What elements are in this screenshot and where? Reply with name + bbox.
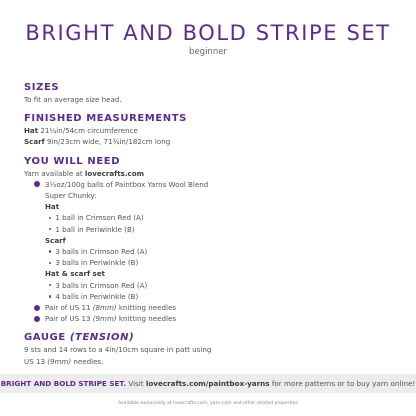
hat-label: Hat — [24, 126, 39, 136]
list-item — [24, 212, 394, 223]
list-item-text: 3 balls in Crimson Red (A) — [55, 247, 148, 257]
gauge-line-1: 9 sts and 14 rows to a 4in/10cm square in patt using — [24, 345, 212, 355]
sizes-text: To fit an average size head. — [24, 95, 122, 104]
mini-bullet-icon — [49, 262, 51, 264]
list-item — [24, 280, 394, 291]
scarf-label: Scarf — [24, 137, 45, 147]
yarn-availability — [24, 168, 394, 179]
list-item — [24, 291, 394, 302]
list-item-text: 3 balls in Crimson Red (A) — [55, 280, 148, 290]
bullet-dot-icon — [34, 316, 40, 322]
list-item — [24, 246, 394, 257]
bullet-dot-icon — [34, 181, 40, 187]
yarn-site-link[interactable]: lovecrafts.com — [84, 168, 145, 178]
list-item — [24, 257, 394, 268]
banner-visit: Visit — [125, 379, 146, 388]
gauge-line-2-pre: US 13 — [24, 356, 48, 366]
list-item — [24, 224, 394, 235]
list-item-text: 1 ball in Periwinkle (B) — [55, 224, 135, 234]
list-item-text: 3 balls in Periwinkle (B) — [55, 258, 139, 268]
yarn-prefix: Yarn available at — [24, 168, 85, 178]
mini-bullet-icon — [49, 250, 51, 252]
gauge-heading-italic: (TENSION) — [69, 332, 135, 344]
gauge-line-2-post: needles. — [71, 356, 104, 366]
hat-measurement-text: 21¼in/54cm circumference — [38, 126, 138, 136]
needles-1-text — [45, 302, 176, 313]
you-will-need-heading: YOU WILL NEED — [24, 155, 121, 167]
mini-bullet-icon — [49, 284, 51, 286]
skill-level: beginner — [189, 47, 227, 57]
needles-2-metric: (9mm) — [92, 314, 117, 324]
page-title: BRIGHT AND BOLD STRIPE SET — [25, 21, 391, 45]
group-set-heading: Hat & scarf set — [45, 269, 105, 279]
measurements-heading: FINISHED MEASUREMENTS — [24, 113, 187, 125]
mini-bullet-icon — [49, 295, 51, 297]
banner-pattern-name: BRIGHT AND BOLD STRIPE SET. — [0, 379, 126, 388]
promo-banner — [0, 374, 416, 393]
bullet-dot-icon — [34, 305, 40, 311]
mini-bullet-icon — [49, 217, 51, 219]
needles-bullet-1 — [24, 302, 394, 313]
needles-1-metric: (8mm) — [92, 303, 117, 313]
yarn-line-1: 3½oz/100g balls of Paintbox Yarns Wool Blend — [45, 179, 209, 189]
mini-bullet-icon — [49, 228, 51, 230]
yarn-bullet — [24, 179, 394, 190]
gauge-heading-text: GAUGE — [24, 332, 70, 344]
list-item-text: 4 balls in Periwinkle (B) — [55, 291, 139, 301]
needles-bullet-2 — [24, 313, 394, 324]
hat-measurement — [24, 125, 394, 136]
list-item-text: 1 ball in Crimson Red (A) — [55, 213, 144, 223]
needles-2-pre: Pair of US 13 — [45, 314, 93, 324]
scarf-measurement-text: 9in/23cm wide, 71¾in/182cm long — [44, 137, 171, 147]
yarn-line-2: Super Chunky: — [45, 191, 97, 201]
needles-1-pre: Pair of US 11 — [45, 303, 93, 313]
footer-note: Available exclusively at lovecrafts.com, yarn.com and other related properties — [118, 401, 298, 406]
banner-rest: for more patterns or to buy yarn online! — [269, 379, 416, 388]
gauge-heading — [24, 332, 394, 344]
needles-1-post: knitting needles — [116, 303, 177, 313]
sizes-heading: SIZES — [24, 82, 60, 93]
pattern-content — [24, 82, 394, 367]
gauge-line-2-metric: (9mm) — [47, 356, 72, 366]
needles-2-text — [45, 313, 176, 324]
scarf-measurement — [24, 136, 394, 147]
gauge-line-2 — [24, 356, 394, 367]
banner-url-link[interactable]: lovecrafts.com/paintbox-yarns — [145, 379, 270, 388]
group-scarf-heading: Scarf — [45, 235, 66, 245]
needles-2-post: knitting needles — [116, 314, 177, 324]
group-hat-heading: Hat — [45, 202, 60, 212]
